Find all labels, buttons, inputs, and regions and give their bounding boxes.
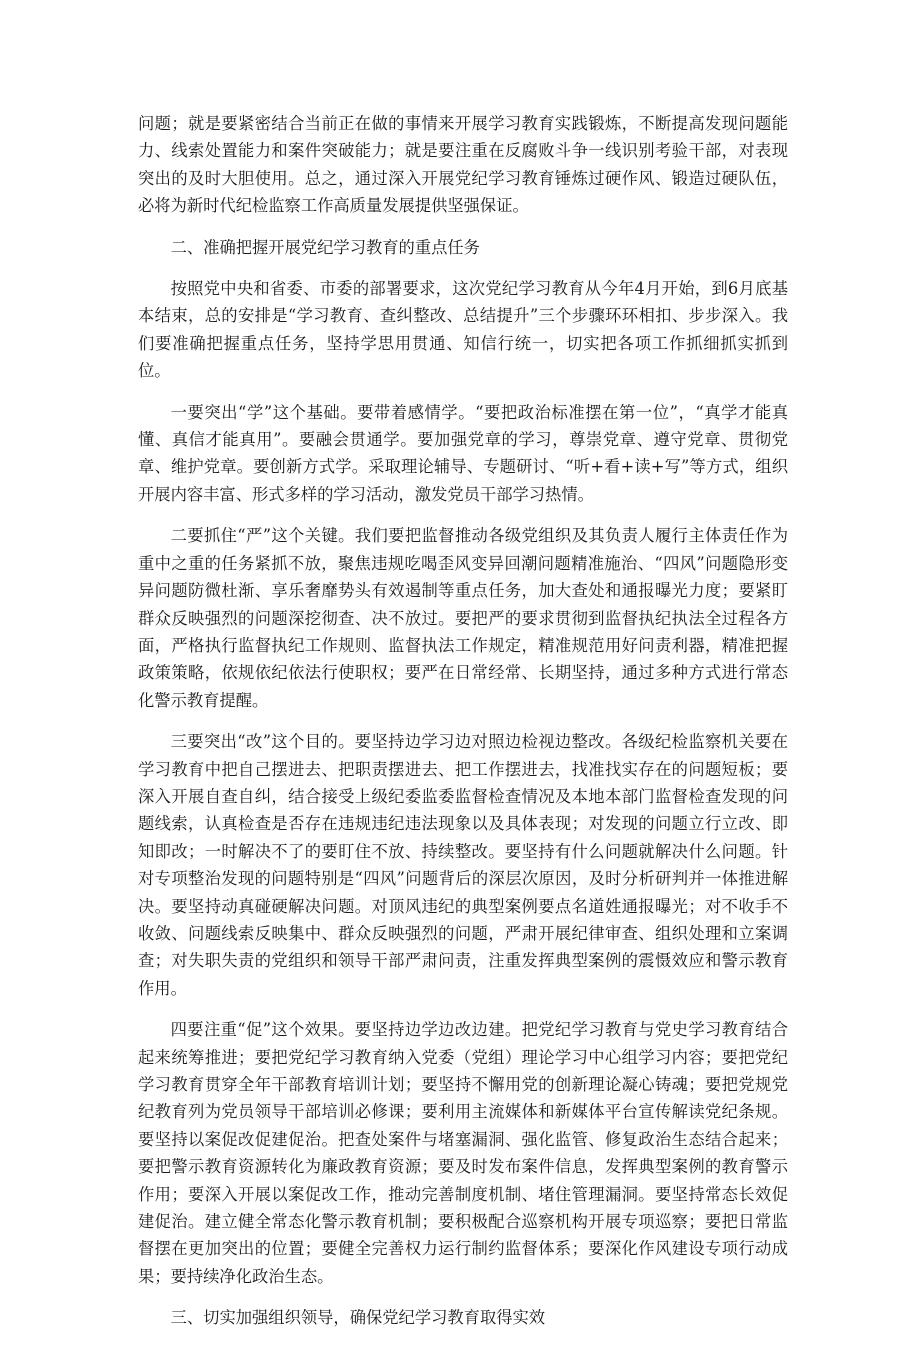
paragraph-schedule: 按照党中央和省委、市委的部署要求，这次党纪学习教育从今年4月开始，到6月底基本结束，总的安排是“学习教育、查纠整改、总结提升”三个步骤环环相扣、步步深入。我们要准确把握重点任务，坚持学思用贯通、知信行统一，切实把各项工作抓细抓实抓到位。	[138, 279, 788, 381]
section-heading-2: 二、准确把握开展党纪学习教育的重点任务	[170, 237, 480, 257]
paragraph-promote: 四要注重“促”这个效果。要坚持边学边改边建。把党纪学习教育与党史学习教育结合起来统筹推进；要把党纪学习教育纳入党委（党组）理论学习中心组学习内容；要把党纪学习教育贯穿全年干部教育培训计划；要坚持不懈用党的创新理论凝心铸魂；要把党规党纪教育列为党员领导干部培训必修课；要利用主流媒体和新媒体平台宣传解读党纪条规。要坚持以案促改促建促治。把查处案件与堵塞漏洞、强化监管、修复政治生态结合起来；要把警示教育资源转化为廉政教育资源；要及时发布案件信息，发挥典型案例的教育警示作用；要深入开展以案促改工作，推动完善制度机制、堵住管理漏洞。要坚持常态长效促建促治。建立健全常态化警示教育机制；要积极配合巡察机构开展专项巡察；要把日常监督摆在更加突出的位置；要健全完善权力运行制约监督体系；要深化作风建设专项行动成果；要持续净化政治生态。	[138, 1020, 788, 1286]
document-page	[138, 110, 788, 1346]
paragraph-rectify: 三要突出“改”这个目的。要坚持边学习边对照边检视边整改。各级纪检监察机关要在学习教育中把自己摆进去、把职责摆进去、把工作摆进去，找准找实存在的问题短板；要深入开展自查自纠，结合接受上级纪委监委监督检查情况及本地本部门监督检查发现的问题线索，认真检查是否存在违规违纪违法现象以及具体表现；对发现的问题立行立改、即知即改；一时解决不了的要盯住不放、持续整改。要坚持有什么问题就解决什么问题。针对专项整治发现的问题特别是“四风”问题背后的深层次原因，及时分析研判并一体推进解决。要坚持动真碰硬解决问题。对顶风违纪的典型案例要点名道姓通报曝光；对不收手不收敛、问题线索反映集中、群众反映强烈的问题，严肃开展纪律审查、组织处理和立案调查；对失职失责的党组织和领导干部严肃问责，注重发挥典型案例的震慑效应和警示教育作用。	[138, 732, 788, 998]
section-heading-3: 三、切实加强组织领导，确保党纪学习教育取得实效	[170, 1308, 546, 1328]
paragraph-strict: 二要抓住“严”这个关键。我们要把监督推动各级党组织及其负责人履行主体责任作为重中之重的任务紧抓不放，聚焦违规吃喝歪风变异回潮问题精准施治、“四风”问题隐形变异问题防微杜渐、享乐奢靡势头有效遏制等重点任务，加大查处和通报曝光力度；要紧盯群众反映强烈的问题深挖彻查、决不放过。要把严的要求贯彻到监督执纪执法全过程各方面，严格执行监督执纪工作规则、监督执法工作规定，精准规范用好问责利器，精准把握政策策略，依规依纪依法行使职权；要严在日常经常、长期坚持，通过多种方式进行常态化警示教育提醒。	[138, 526, 788, 710]
paragraph-continuation: 问题；就是要紧密结合当前正在做的事情来开展学习教育实践锻炼，不断提高发现问题能力、线索处置能力和案件突破能力；就是要注重在反腐败斗争一线识别考验干部，对表现突出的及时大胆使用。总之，通过深入开展党纪学习教育锤炼过硬作风、锻造过硬队伍，必将为新时代纪检监察工作高质量发展提供坚强保证。	[138, 114, 788, 216]
paragraph-study: 一要突出“学”这个基础。要带着感情学。“要把政治标准摆在第一位”，“真学才能真懂、真信才能真用”。要融会贯通学。要加强党章的学习，尊崇党章、遵守党章、贯彻党章、维护党章。要创新方式学。采取理论辅导、专题研讨、“听+看+读+写”等方式，组织开展内容丰富、形式多样的学习活动，激发党员干部学习热情。	[138, 402, 788, 504]
